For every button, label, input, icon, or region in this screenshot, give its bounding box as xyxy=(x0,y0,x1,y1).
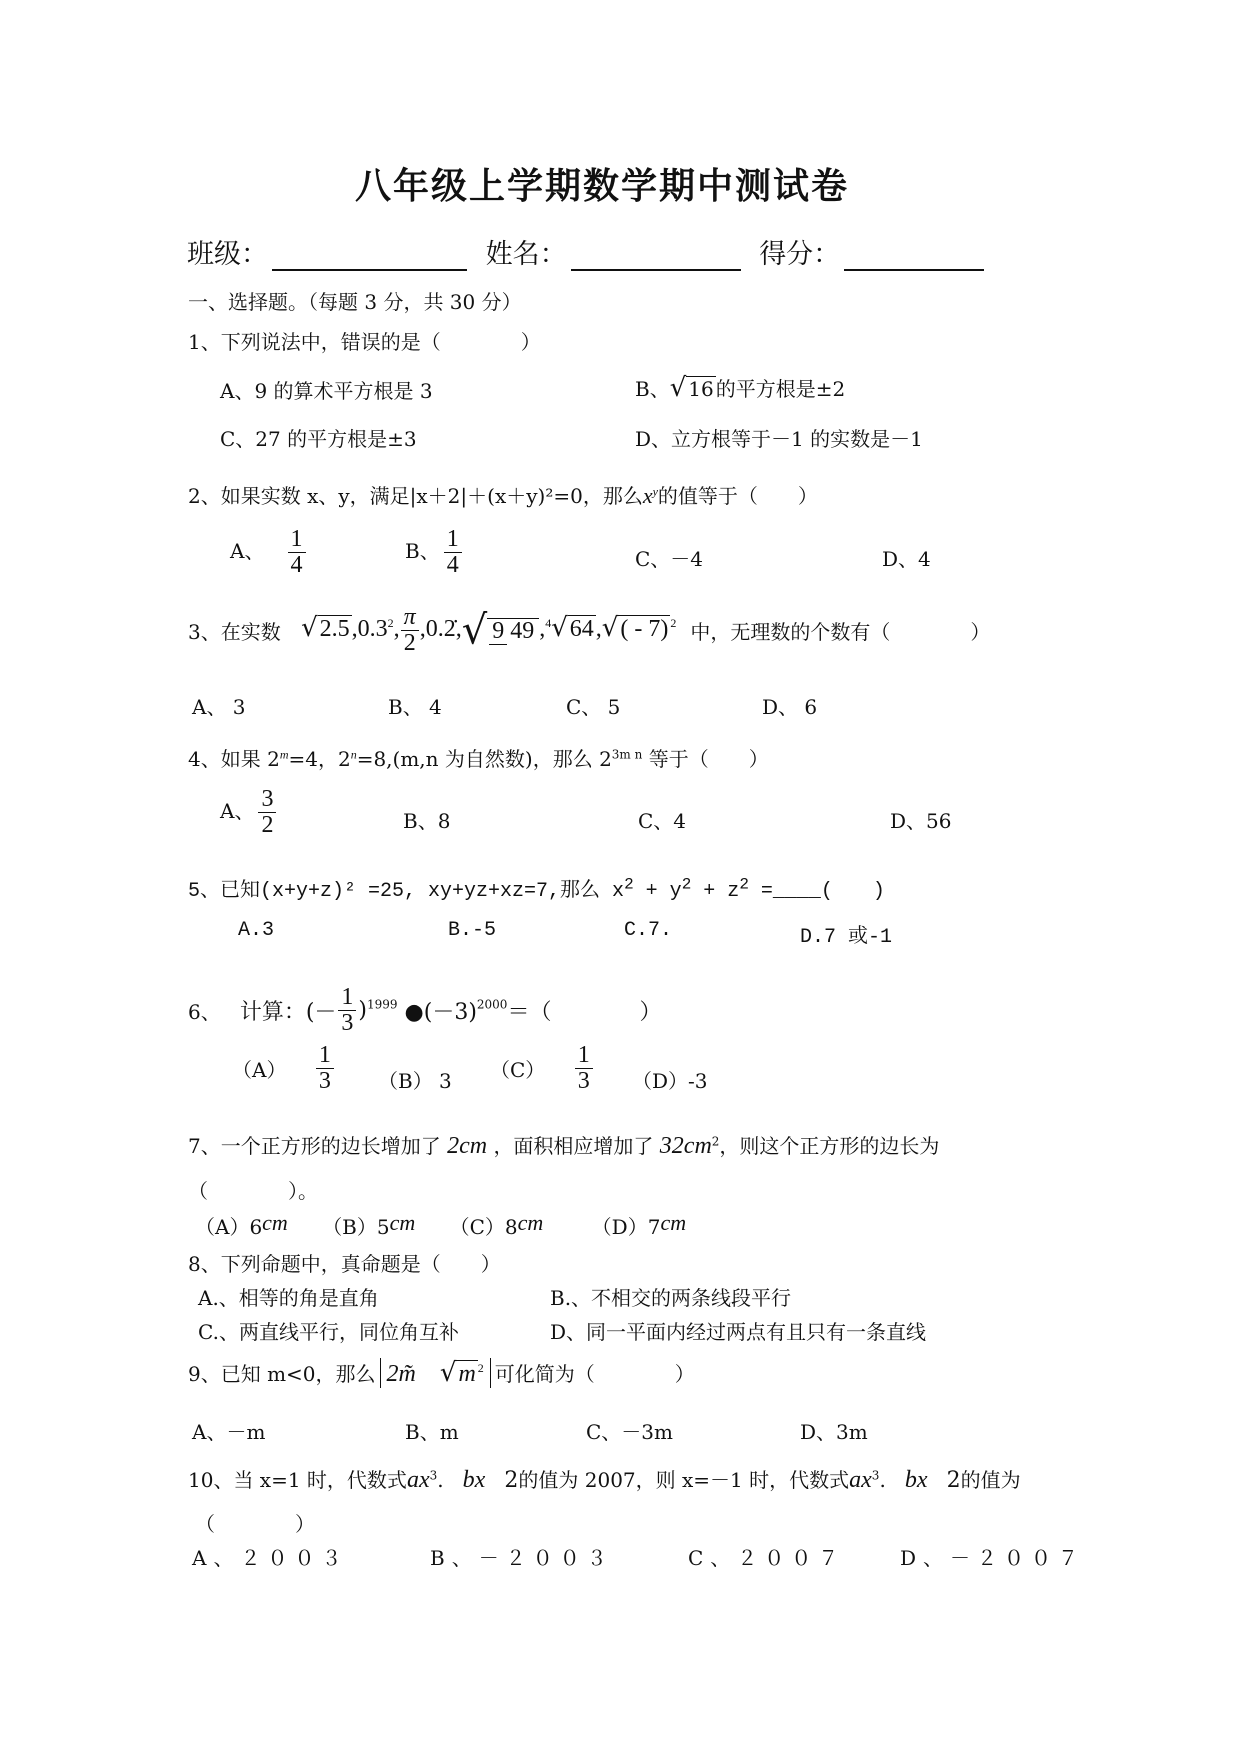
score-blank[interactable] xyxy=(844,243,984,271)
question-5-option-c: C.7. xyxy=(624,919,673,942)
class-label: 班级： xyxy=(187,239,268,270)
question-5-option-b: B.-5 xyxy=(448,919,497,942)
question-7-option-c: （C）8cm xyxy=(449,1210,544,1239)
question-2-stem: 2、如果实数 x、y，满足|x＋2|＋(x＋y)²=0，那么$x^y$的值等于（ ） xyxy=(188,483,818,508)
question-1-option-d: D、立方根等于－1 的实数是－1 xyxy=(635,427,923,451)
question-2-option-c: C、－4 xyxy=(635,547,704,571)
question-10-answer-line: （ ） xyxy=(195,1512,315,1536)
question-6-option-b: （B） 3 xyxy=(378,1069,452,1093)
question-1-stem: 1、下列说法中，错误的是（ ） xyxy=(188,330,541,354)
score-label: 得分： xyxy=(759,239,841,270)
question-7-options xyxy=(195,1210,686,1240)
section-heading: 一、选择题。（每题 3 分，共 30 分） xyxy=(188,290,522,314)
student-info-line xyxy=(187,232,994,271)
question-4-option-c: C、4 xyxy=(638,809,687,833)
question-3-option-d: D、 6 xyxy=(762,695,818,719)
question-8-option-d: D、同一平面内经过两点有且只有一条直线 xyxy=(550,1320,927,1344)
question-2-option-d: D、4 xyxy=(882,547,931,571)
question-7-answer-line: （ ）。 xyxy=(188,1179,318,1203)
question-1-option-b: B、√ 16 的平方根是±2 xyxy=(635,373,846,403)
question-8-option-a: A.、相等的角是直角 xyxy=(198,1286,379,1310)
question-4-option-b: B、8 xyxy=(403,809,451,833)
question-7-option-a: （A）6cm xyxy=(195,1210,288,1239)
question-9-option-d: D、3m xyxy=(800,1420,868,1444)
question-1-option-a: A、9 的算术平方根是 3 xyxy=(220,379,433,403)
question-9-option-c: C、－3m xyxy=(586,1420,673,1444)
question-10-option-b: B、－２００３ xyxy=(430,1546,614,1570)
question-10-option-c: C、２００７ xyxy=(688,1546,846,1570)
question-9-option-b: B、m xyxy=(405,1420,459,1444)
question-6-option-c: （C） $\frac{1}{3}$ xyxy=(490,1043,597,1094)
question-10-option-d: D、－２００７ xyxy=(900,1546,1086,1570)
question-2-option-b: B、 $\frac{1}{4}$ xyxy=(405,527,466,578)
question-7-stem: 7、一个正方形的边长增加了 2cm ，面积相应增加了 $32cm^2$，则这个正方形的边长为 xyxy=(188,1133,940,1159)
question-5-stem: 5、已知(x+y+z)² =25, xy+yz+xz=7,那么 $x^2 + y^2 + z^2$ =____( ) xyxy=(188,875,885,903)
question-7-option-d: （D）7cm xyxy=(591,1210,687,1239)
question-3-option-a: A、 3 xyxy=(192,695,246,719)
question-5-option-a: A.3 xyxy=(238,919,275,942)
question-9-stem: 9、已知 m<0，那么 2m̃ √m $^2$ 可化简为（ ） xyxy=(188,1358,695,1388)
question-3-option-b: B、 4 xyxy=(388,695,442,719)
class-blank[interactable] xyxy=(272,243,467,271)
question-1-option-c: C、27 的平方根是±3 xyxy=(220,427,417,451)
question-3-option-c: C、 5 xyxy=(566,695,621,719)
question-5-option-d: D.7 或-1 xyxy=(800,926,893,949)
question-8-option-c: C.、两直线平行，同位角互补 xyxy=(198,1320,459,1344)
name-blank[interactable] xyxy=(571,243,741,271)
question-6-option-a: （A） $\frac{1}{3}$ xyxy=(232,1043,338,1094)
question-8-option-b: B.、不相交的两条线段平行 xyxy=(550,1286,792,1310)
question-2-option-a: A、 $\frac{1}{4}$ xyxy=(230,527,310,578)
question-6-option-d: （D）-3 xyxy=(632,1069,708,1093)
question-8-stem: 8、下列命题中，真命题是（ ） xyxy=(188,1252,501,1276)
name-label: 姓名： xyxy=(485,239,567,270)
page-title: 八年级上学期数学期中测试卷 xyxy=(355,166,850,207)
question-10-stem: 10、当 x=1 时，代数式$ax^3$. bx 2的值为 2007，则 x=－1 时，代数式$ax^3$. bx 2的值为 xyxy=(188,1467,1021,1493)
question-4-stem: 4、如果 $2^m=4$，$2^n=8,(m,n$ 为自然数)，那么 $2^{3m n}$ 等于（ ） xyxy=(188,747,769,771)
question-3-stem: 3、在实数 √2.5,0.3$^2$, $\frac{\pi}{2}$ ,0.2̇,√ 9 49 ,$^4$√64,√( - 7) $^2$ 中，无理数的个数有（ ） xyxy=(188,604,991,657)
question-4-option-d: D、56 xyxy=(890,809,952,833)
question-6-stem: 6、 计算：(－ $\frac{1}{3}$ )$^{1999}$ $●(-3)^{2000}=$（ ） xyxy=(188,984,662,1037)
question-4-option-a: A、 $\frac{3}{2}$ xyxy=(220,787,280,838)
question-9-option-a: A、－m xyxy=(192,1420,266,1444)
question-7-option-b: （B）5cm xyxy=(322,1210,416,1239)
question-10-option-a: A、２００３ xyxy=(192,1546,349,1570)
